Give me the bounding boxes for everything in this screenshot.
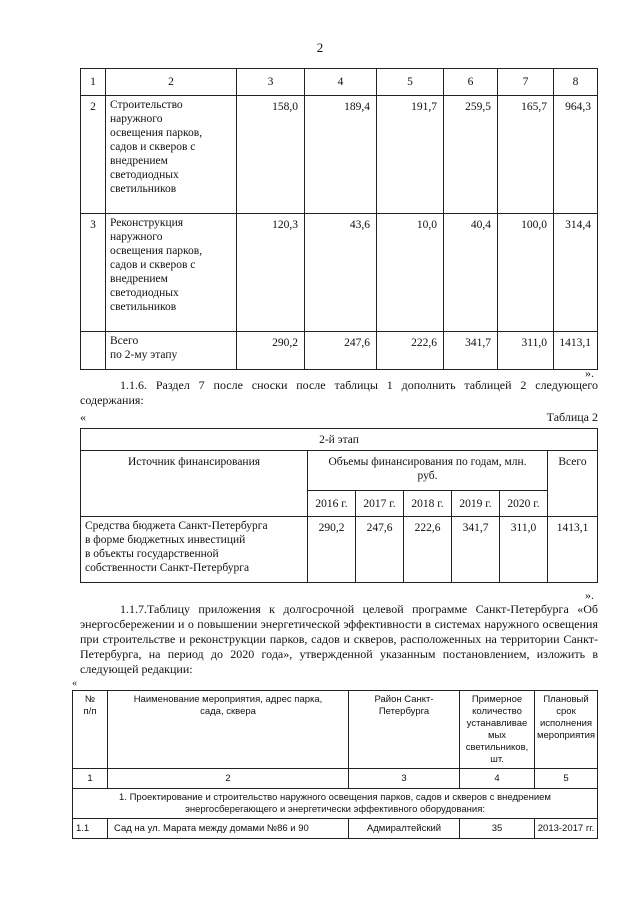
column-number: 2 <box>108 769 349 789</box>
program-table <box>72 690 598 839</box>
row-number: 2 <box>81 96 106 214</box>
funding-source: Средства бюджета Санкт-Петербурга в форме бюджетных инвестиций в объекты государственной собственности Санкт-Петербурга <box>81 517 308 583</box>
section-row <box>73 789 598 819</box>
cell-value: 341,7 <box>452 517 500 583</box>
cell-value: 964,3 <box>554 96 598 214</box>
cell-value: 290,2 <box>308 517 356 583</box>
cell-value: 311,0 <box>500 517 548 583</box>
closing-quote: ». <box>585 588 594 602</box>
stage-header: 2-й этап <box>81 429 598 451</box>
section-title: 1. Проектирование и строительство наружного освещения парков, садов и скверов с внедрением энергосберегающего и энергетически эффективного оборудования: <box>73 789 598 819</box>
cell-value: 222,6 <box>404 517 452 583</box>
table-header-row <box>73 691 598 769</box>
cell-value: 247,6 <box>356 517 404 583</box>
year-2019: 2019 г. <box>452 491 500 517</box>
row-number: 3 <box>81 214 106 332</box>
cell-value: 10,0 <box>377 214 444 332</box>
header-cell: 7 <box>498 69 554 96</box>
funding-table-2 <box>80 428 598 583</box>
row-deadline: 2013-2017 гг. <box>535 819 598 839</box>
cell-value: 290,2 <box>237 332 305 370</box>
volumes-header: Объемы финансирования по годам, млн. руб. <box>308 451 548 491</box>
header-cell: 8 <box>554 69 598 96</box>
header-cell: Примерное количество устанавливае мых светильников, шт. <box>460 691 535 769</box>
column-number: 1 <box>73 769 108 789</box>
cell-value: 222,6 <box>377 332 444 370</box>
header-cell: 5 <box>377 69 444 96</box>
cell-value: 100,0 <box>498 214 554 332</box>
table2-caption: Таблица 2 <box>546 410 598 424</box>
table-row <box>81 517 598 583</box>
row-number <box>81 332 106 370</box>
header-cell: 4 <box>305 69 377 96</box>
column-number-row <box>73 769 598 789</box>
header-cell: № п/п <box>73 691 108 769</box>
year-2020: 2020 г. <box>500 491 548 517</box>
cell-value: 1413,1 <box>548 517 598 583</box>
row-name: Реконструкция наружного освещения парков, садов и скверов с внедрением светодиодных светильников <box>106 214 237 332</box>
row-name: Всего по 2-му этапу <box>106 332 237 370</box>
cell-value: 40,4 <box>444 214 498 332</box>
total-header: Всего <box>548 451 598 517</box>
cell-value: 191,7 <box>377 96 444 214</box>
table-row <box>81 96 598 214</box>
cell-value: 189,4 <box>305 96 377 214</box>
source-header: Источник финансирования <box>81 451 308 517</box>
table-row <box>81 214 598 332</box>
cell-value: 341,7 <box>444 332 498 370</box>
row-quantity: 35 <box>460 819 535 839</box>
row-number: 1.1 <box>73 819 108 839</box>
cell-value: 314,4 <box>554 214 598 332</box>
year-2017: 2017 г. <box>356 491 404 517</box>
row-district: Адмиралтейский <box>349 819 460 839</box>
opening-quote: « <box>72 678 77 689</box>
column-number: 4 <box>460 769 535 789</box>
cell-value: 247,6 <box>305 332 377 370</box>
cell-value: 43,6 <box>305 214 377 332</box>
header-cell: Наименование мероприятия, адрес парка, сада, сквера <box>108 691 349 769</box>
column-number: 5 <box>535 769 598 789</box>
table-row-total <box>81 332 598 370</box>
header-cell: 6 <box>444 69 498 96</box>
funding-table-stage2 <box>80 68 598 370</box>
page-number: 2 <box>316 40 324 55</box>
table-header-row <box>81 69 598 96</box>
header-cell: Район Санкт- Петербурга <box>349 691 460 769</box>
cell-value: 158,0 <box>237 96 305 214</box>
cell-value: 259,5 <box>444 96 498 214</box>
year-2016: 2016 г. <box>308 491 356 517</box>
header-cell: Плановый срок исполнения мероприятия <box>535 691 598 769</box>
header-cell: 3 <box>237 69 305 96</box>
header-cell: 2 <box>106 69 237 96</box>
opening-quote: « <box>80 410 86 424</box>
cell-value: 1413,1 <box>554 332 598 370</box>
cell-value: 165,7 <box>498 96 554 214</box>
paragraph-1-1-6: 1.1.6. Раздел 7 после сноски после таблицы 1 дополнить таблицей 2 следующего содержания: <box>80 378 598 407</box>
header-cell: 1 <box>81 69 106 96</box>
cell-value: 120,3 <box>237 214 305 332</box>
row-name: Сад на ул. Марата между домами №86 и 90 <box>108 819 349 839</box>
cell-value: 311,0 <box>498 332 554 370</box>
year-2018: 2018 г. <box>404 491 452 517</box>
closing-quote: ». <box>585 366 594 380</box>
column-number: 3 <box>349 769 460 789</box>
paragraph-1-1-7: 1.1.7.Таблицу приложения к долгосрочной целевой программе Санкт-Петербурга «Об энергосбережении и о повышении энергетической эффективности в системах наружного освещения при строительстве и реконструкции парков, садов и скверов, расположенных на территории Санкт-Петербурга, на период до 2020 года», утвержденной указанным постановлением, изложить в следующей редакции: <box>80 602 598 676</box>
table-row <box>73 819 598 839</box>
row-name: Строительство наружного освещения парков, садов и скверов с внедрением светодиодных светильников <box>106 96 237 214</box>
